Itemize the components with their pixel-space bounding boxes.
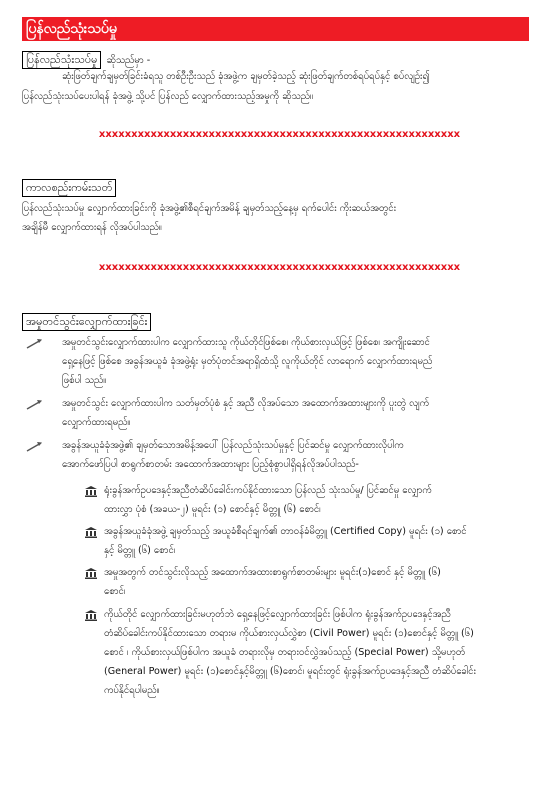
time-limit-label: ကာလစည်းကမ်းသတ် [22,179,116,197]
section-divider: xxxxxxxxxxxxxxxxxxxxxxxxxxxxxxxxxxxxxxxxxxxxxxxxxxxxxxxx [98,262,461,273]
procedure-bullet-3-line-2: အောက်ဖော်ပြပါ စာရွက်စာတမ်း အထောက်အထားများ ပြည့်စုံစွာပါရှိရန်လိုအပ်ပါသည်- [62,459,359,470]
sub-bullet-1-line-1: ရုံးခွန်အက်ဥပဒေနှင့်အညီတံဆိပ်ခေါင်းကပ်နိုင်ထားသော ပြန်လည် သုံးသပ်မှု/ ပြင်ဆင်မှု လျှောက် [104,485,432,496]
procedure-bullet-1-line-3: ဖြစ်ပါ သည်။ [62,375,107,386]
intro-line-1: ဆုံးဖြတ်ချက်ချမှတ်ခြင်းခံရသူ တစ်ဦးဦးသည် ခုံအဖွဲ့က ချမှတ်ခဲ့သည့် ဆုံးဖြတ်ချက်တစ်ရပ်ရပ်နှင့် စပ်လျဉ်း၍ [62,71,430,82]
sub-bullet-4-line-5: ကပ်နိုင်ရပါမည်။ [104,685,160,696]
sub-bullet-4-line-3: စောင် ၊ ကိုယ်စားလှယ်ဖြစ်ပါက အယူခံ တရားလိုမှ တရားဝင်လွှဲအပ်သည့် (Special Power) သို့မဟုတ် [104,647,466,658]
procedure-bullet-1-line-1: အမှုတင်သွင်းလျှောက်ထားပါက လျှောက်ထားသူ ကိုယ်တိုင်ဖြစ်စေ၊ ကိုယ်စားလှယ်ဖြင့် ဖြစ်စေ၊ အကျိုးဆောင် [62,337,430,348]
bank-building-icon [84,609,98,621]
intro-line-2: ပြန်လည်သုံးသပ်ပေးပါရန် ခုံအဖွဲ့ သို့ပင် ပြန်လည် လျှောက်ထားသည့်အမှုကို ဆိုသည်။ [22,91,313,102]
sub-bullet-2-line-2: နှင့် မိတ္တူ (၆) စောင်၊ [104,545,176,556]
time-limit-line-2: အချိန်မီ လျှောက်ထားရန် လိုအပ်ပါသည်။ [22,222,162,233]
procedure-bullet-3-line-1: အခွန်အယူခံခုံအဖွဲ့၏ ချမှတ်သောအမိန့်အပေါ် ပြန်လည်သုံးသပ်မှုနှင့် ပြင်ဆင်မှု လျှောက်ထားလိုပါက [62,440,404,451]
arrow-bullet-icon [26,337,44,349]
sub-bullet-4-line-1: ကိုယ်တိုင် လျှောက်ထားခြင်းမဟုတ်ဘဲ ရှေ့နေဖြင့်လျှောက်ထားခြင်း ဖြစ်ပါက ရုံးခွန်အက်ဥပဒေနှင့်အညီ [104,609,451,620]
bank-building-icon [84,526,98,538]
bank-building-icon [84,567,98,579]
arrow-bullet-icon [26,440,44,452]
procedure-bullet-1-line-2: ရှေ့နေဖြင့် ဖြစ်စေ အခွန်အယူခံ ခုံအဖွဲ့ရုံး မှတ်ပုံတင်အရာရှိထံသို့ လူကိုယ်တိုင် လာရောက် လျှောက်ထားရမည် [62,356,433,367]
bank-building-icon [84,485,98,497]
procedure-heading [22,310,151,331]
procedure-label: အမှုတင်သွင်းလျှောက်ထားခြင်း [22,313,151,331]
arrow-bullet-icon [26,398,44,410]
sub-bullet-4-line-2: တံဆိပ်ခေါင်းကပ်နိုင်ထားသော တရားမ ကိုယ်စားလှယ်လွှဲစာ (Civil Power) မူရင်း (၁)စောင်နှင့် မိတ္တူ (၆) [104,628,474,639]
sub-bullet-4-line-4: (General Power) မူရင်း (၁)စောင်နှင့်မိတ္တူ (၆)စောင်၊ မူရင်းတွင် ရုံးခွန်အက်ဥပဒေနှင့်အညီ တံဆိပ်ခေါင်း [104,666,476,677]
procedure-bullet-2-line-1: အမှုတင်သွင်း လျှောက်ထားပါက သတ်မှတ်ပုံစံ နှင့် အညီ လိုအပ်သော အထောက်အထားများကို ပူးတွဲ လျက် [62,398,429,409]
page-title: ပြန်လည်သုံးသပ်မှု [22,17,529,41]
intro-label: ပြန်လည်သုံးသပ်မှု [22,51,101,69]
sub-bullet-1-line-2: ထားလွှာ ပုံစံ (အခယ-၂) မူရင်း (၁) စောင်နှင့် မိတ္တူ (၆) စောင်၊ [104,504,321,515]
sub-bullet-2-line-1: အခွန်အယူခံခုံအဖွဲ့ ချမှတ်သည့် အယူခံစီရင်ချက်၏ တာဝန်ခံမိတ္တူ (Certified Copy) မူရင်း (၁) စောင် [104,526,467,537]
time-limit-heading [22,176,116,197]
sub-bullet-3-line-1: အမှုအတွက် တင်သွင်းလိုသည့် အထောက်အထားစာရွက်စာတမ်းများ မူရင်း(၁)စောင် နှင့် မိတ္တူ (၆) [104,567,441,578]
intro-heading [22,48,150,69]
sub-bullet-3-line-2: စောင်၊ [104,586,126,597]
time-limit-line-1: ပြန်လည်သုံးသပ်မှု လျှောက်ထားခြင်းကို ခုံအဖွဲ့၏စီရင်ချက်အမိန့် ချမှတ်သည့်နေ့မှ ရက်ပေါင်း ကိုးဆယ်အတွင်း [22,203,397,214]
procedure-bullet-2-line-2: လျှောက်ထားရမည်။ [62,417,131,428]
section-divider: xxxxxxxxxxxxxxxxxxxxxxxxxxxxxxxxxxxxxxxxxxxxxxxxxxxxxxxx [98,129,461,140]
intro-label-suffix: ဆိုသည်မှာ - [106,55,151,66]
